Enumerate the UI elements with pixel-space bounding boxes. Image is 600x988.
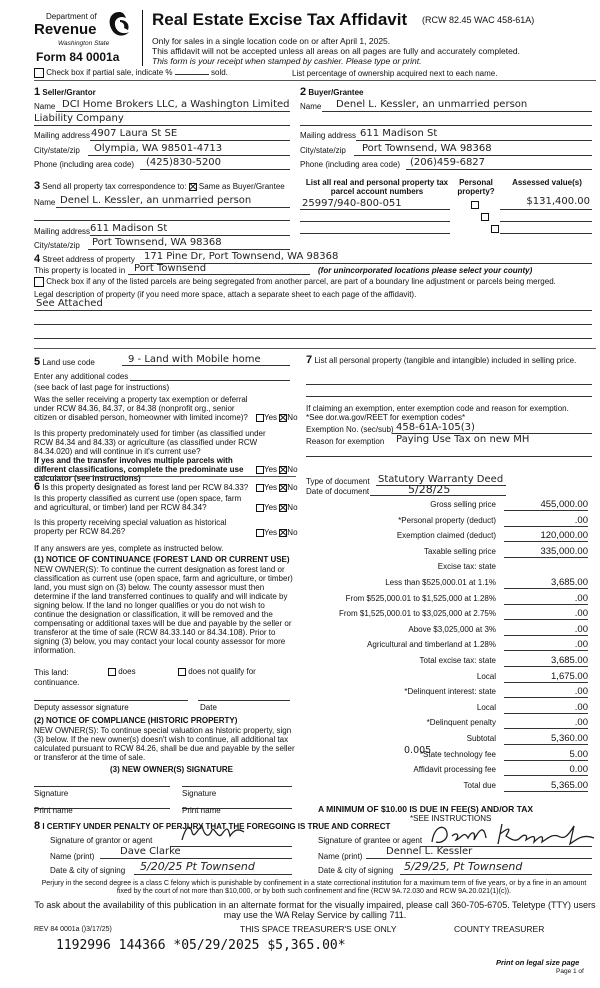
corr-city[interactable]: Port Townsend, WA 98368 [92, 237, 222, 248]
buyer-city[interactable]: Port Townsend, WA 98368 [362, 143, 492, 154]
same-as-buyer-label: Same as Buyer/Grantee [198, 182, 285, 191]
notice-continuance-title: (1) NOTICE OF CONTINUANCE (FOREST LAND OR CURRENT USE) [34, 555, 290, 564]
form-title: Real Estate Excise Tax Affidavit [152, 10, 408, 29]
continuance-label: continuance. [34, 678, 80, 687]
page-number: Page 1 of [556, 968, 584, 975]
q-current-use: Is this property classified as current use (open space, farm and agricultural, or timber) land per RCW 84.34? [34, 494, 242, 512]
tax-row [306, 765, 596, 776]
tax-row [306, 640, 596, 651]
this-land-label: This land: [34, 668, 69, 677]
buyer-phone[interactable]: (206)459-6827 [410, 157, 486, 168]
tax-row-value[interactable]: 455,000.00 [504, 499, 588, 511]
grantor-date-label: Date & city of signing [50, 866, 126, 875]
seller-phone-label: Phone (including area code) [34, 160, 135, 169]
header-note-2: This affidavit will not be accepted unless all areas on all pages are fully and accurately completed. [152, 46, 520, 56]
header-note-1: Only for sales in a single location code on or after April 1, 2025. [152, 36, 391, 46]
doc-type-label: Type of document [306, 477, 370, 486]
tax-row-value[interactable]: 5,365.00 [504, 780, 588, 792]
q-exemption-deferral: Was the seller receiving a property tax exemption or deferral under RCW 84.36, 84.37, or 84.38 (nonprofit org., senior citizen or disabled person, homeowner with limited income)? [34, 395, 248, 422]
tax-row-label: Local [476, 671, 496, 681]
legal-label: Legal description of property (if you need more space, attach a separate sheet to each page of the affidavit). [34, 290, 417, 299]
tax-row [306, 625, 596, 636]
partial-sale-sold: sold. [211, 68, 228, 78]
deputy-sig-label: Deputy assessor signature [34, 703, 129, 712]
continuance-does: does [108, 667, 136, 676]
personal-property-checkbox-1[interactable] [471, 201, 479, 209]
additional-codes-label: Enter any additional codes [34, 372, 129, 381]
partial-sale-row [34, 68, 228, 78]
alt-format-notice: To ask about the availability of this publication in an alternate format for the visually impaired, please call 360-705-6705. Teletype (TTY) users may use the WA Relay Service by calling 711. [34, 900, 596, 920]
grantee-date-label: Date & city of signing [318, 866, 394, 875]
corr-name-label: Name [34, 198, 56, 207]
tax-row-label: From $1,525,000.01 to $3,025,000 at 2.75% [338, 609, 496, 619]
q-forest-row: 6 Is this property designated as forest land per RCW 84.33? [34, 481, 249, 493]
parcels-col-header-3: Assessed value(s) [512, 178, 582, 187]
tax-row-label: Gross selling price [430, 500, 496, 509]
q-historic: Is this property receiving special valuation as historical property per RCW 84.26? [34, 518, 227, 536]
tax-row [306, 594, 596, 605]
parcels-col-header-1: List all real and personal property tax parcel account numbers [305, 178, 449, 196]
dor-dept-line2: Revenue [34, 21, 97, 38]
additional-codes-note: (see back of last page for instructions) [34, 383, 170, 392]
doc-type[interactable]: Statutory Warranty Deed [378, 474, 504, 485]
buyer-phone-label: Phone (including area code) [300, 160, 401, 169]
new-owner-print-2-label: Print name [182, 806, 221, 815]
minimum-note: A MINIMUM OF $10.00 IS DUE IN FEE(S) AND/OR TAX [318, 804, 534, 814]
exemption-reason[interactable]: Paying Use Tax on new MH [396, 434, 530, 445]
tax-row-label: Excise tax: state [437, 562, 496, 572]
tax-row-label: Exemption claimed (deduct) [396, 531, 496, 541]
same-as-buyer-checkbox[interactable] [189, 183, 197, 191]
tax-row-label: Affidavit processing fee [413, 765, 496, 775]
land-use-code[interactable]: 9 - Land with Mobile home [128, 354, 261, 365]
q-current-no-checkbox[interactable] [279, 504, 287, 512]
segregated-checkbox[interactable] [34, 277, 44, 287]
tax-row-label: From $525,000.01 to $1,525,000 at 1.28% [345, 593, 496, 603]
tax-row [306, 750, 596, 761]
tax-row [306, 531, 596, 542]
form-title-ref: (RCW 82.45 WAC 458-61A) [422, 15, 535, 25]
doc-date[interactable]: 5/28/25 [408, 483, 451, 496]
grantor-signature[interactable] [178, 820, 248, 846]
county-treasurer: COUNTY TREASURER [454, 924, 545, 934]
ownership-note: List percentage of ownership acquired next to each name. [292, 69, 498, 78]
q-timber-bold: If yes and the transfer involves multiple parcels with different classifications, complete the predominate use calculator (see instructions) [34, 456, 244, 483]
legal-description[interactable]: See Attached [36, 298, 103, 309]
tax-row [306, 609, 596, 620]
tax-row-label: Subtotal [466, 734, 496, 743]
q-historic-no-checkbox[interactable] [279, 529, 287, 537]
print-note: Print on legal size page [496, 958, 580, 967]
tax-row-label: *Delinquent interest: state [404, 687, 496, 697]
grantee-date[interactable]: 5/29/25, Pt Townsend [404, 860, 523, 873]
exemption-reason-label: Reason for exemption [306, 437, 385, 446]
q-forest-no-checkbox[interactable] [279, 484, 287, 492]
tax-row-label: Above $3,025,000 at 3% [408, 624, 496, 634]
seller-mailing-label: Mailing address [34, 131, 91, 140]
land-use-row: 5 Land use code [34, 356, 95, 368]
tax-row-value[interactable]: .00 [504, 624, 588, 636]
notice-compliance-text: NEW OWNER(S): To continue special valuation as historic property, sign (3) below. If the new owner(s) doesn't wish to continue, all additional tax calculated pursuant to RCW 84.26, shall be due and payable by the seller or transferor at the time of sale. [34, 726, 295, 762]
q-timber-yes-checkbox[interactable] [256, 466, 264, 474]
header-note-3: This form is your receipt when stamped by cashier. Please type or print. [152, 56, 422, 66]
q-timber-answer: Yes No [256, 465, 298, 474]
tax-row-value[interactable]: 3,685.00 [504, 655, 588, 667]
personal-property-label: 7 List all personal property (tangible and intangible) included in selling price. [306, 354, 577, 366]
grantor-date[interactable]: 5/20/25 Pt Townsend [140, 860, 255, 873]
tax-row-value[interactable]: .00 [504, 639, 588, 651]
exemption-intro: If claiming an exemption, enter exemption code and reason for exemption. *See dor.wa.gov/REET for exemption codes* [306, 404, 569, 422]
grantee-name-label: Name (print) [318, 852, 363, 861]
grantee-signature[interactable] [428, 820, 598, 848]
tax-row-value[interactable]: 0.00 [504, 764, 588, 776]
tax-row-value[interactable]: 3,685.00 [504, 577, 588, 589]
corr-name[interactable]: Denel L. Kessler, an unmarried person [60, 195, 252, 206]
seller-mailing[interactable]: 4907 Laura St SE [91, 128, 178, 139]
cashier-stamp: 1192996 144366 *05/29/2025 $5,365.00* [56, 938, 346, 953]
q-exemption-yes-checkbox[interactable] [256, 414, 264, 422]
buyer-city-label: City/state/zip [300, 146, 346, 155]
grantor-sig-label: Signature of grantor or agent [50, 836, 153, 845]
buyer-name[interactable]: Denel L. Kessler, an unmarried person [336, 99, 528, 110]
buyer-heading: 2 Buyer/Grantee [300, 86, 364, 98]
tax-row-label: *State technology fee [419, 749, 496, 759]
tax-row [306, 578, 596, 589]
grantee-name[interactable]: Dennel L. Kessler [386, 846, 473, 857]
personal-property-checkbox-3[interactable] [491, 225, 499, 233]
notice-compliance-title: (2) NOTICE OF COMPLIANCE (HISTORIC PROPERTY) [34, 716, 238, 725]
located-label: This property is located in [34, 266, 126, 275]
tax-row-label: Local [476, 702, 496, 712]
tax-row-value[interactable]: 120,000.00 [504, 530, 588, 542]
tax-row-value[interactable]: 1,675.00 [504, 671, 588, 683]
q-current-answer: Yes No [256, 503, 298, 512]
new-owner-sig-title: (3) NEW OWNER(S) SIGNATURE [110, 765, 233, 774]
tax-row-label: Total excise tax: state [419, 656, 496, 665]
seller-name-line1[interactable]: DCI Home Brokers LLC, a Washington Limited [62, 99, 290, 110]
grantor-name[interactable]: Dave Clarke [120, 846, 181, 857]
dor-swirl-icon [106, 10, 132, 40]
perjury-notice: Perjury in the second degree is a class C felony which is punishable by confinement in a state correctional institution for a maximum term of five years, or by a fine in an amount fixed by the court of not more than $10,000, or by both such confinement and fine (RCW 9A.72.030 and RCW 9A.20.021(1)(c)). [41, 880, 587, 895]
doc-date-label: Date of document [306, 487, 370, 496]
tax-row-value[interactable]: .00 [504, 717, 588, 729]
tax-row-label: *Delinquent penalty [426, 718, 496, 728]
grantee-sig-label: Signature of grantee or agent [318, 836, 423, 845]
tax-row-value[interactable]: .00 [504, 702, 588, 714]
seller-city[interactable]: Olympia, WA 98501-4713 [94, 143, 223, 154]
deputy-date-label: Date [200, 703, 217, 712]
tax-row [306, 562, 596, 573]
tax-row-value[interactable]: .00 [504, 608, 588, 620]
rev-number: REV 84 0001a ()3/17/25) [34, 926, 112, 933]
does-not-qualify-checkbox[interactable] [178, 668, 186, 676]
q-exemption-answer: Yes No [256, 413, 298, 422]
segregated-label: Check box if any of the listed parcels are being segregated from another parcel, are part of a boundary line adjustment or parcels being merged. [46, 277, 556, 287]
certify-heading: 8 I CERTIFY UNDER PENALTY OF PERJURY THAT THE FOREGOING IS TRUE AND CORRECT [34, 820, 391, 832]
tax-row-label: Total due [463, 780, 496, 790]
assessed-value-1[interactable]: $131,400.00 [526, 196, 590, 207]
new-owner-print-1-label: Print name [34, 806, 73, 815]
tax-row [306, 516, 596, 527]
tax-row-value[interactable]: .00 [504, 515, 588, 527]
see-instructions: *SEE INSTRUCTIONS [410, 814, 492, 823]
tax-row [306, 672, 596, 683]
tax-row-value[interactable]: 335,000.00 [504, 546, 588, 558]
buyer-mailing[interactable]: 611 Madison St [360, 128, 438, 139]
tax-row-label: Less than $525,000.01 at 1.1% [385, 578, 496, 587]
tax-row-value[interactable]: .00 [504, 593, 588, 605]
does-qualify-checkbox[interactable] [108, 668, 116, 676]
tax-row [306, 500, 596, 511]
correspondence-heading: 3 Send all property tax correspondence to: Same as Buyer/Grantee [34, 180, 285, 192]
q-exemption-no-checkbox[interactable] [279, 414, 287, 422]
parcels-col-header-2: Personal property? [457, 178, 495, 196]
local-rate: 0.005 [404, 745, 432, 756]
partial-sale-checkbox[interactable] [34, 68, 44, 78]
q-forest-answer: Yes No [256, 483, 298, 492]
q-current-yes-checkbox[interactable] [256, 504, 264, 512]
buyer-name-label: Name [300, 102, 322, 111]
parcel-number-1[interactable]: 25997/940-800-051 [302, 198, 402, 209]
exemption-no[interactable]: 458-61A-105(3) [396, 422, 475, 433]
new-owner-sig-1-label: Signature [34, 789, 69, 798]
new-owner-sig-2-label: Signature [182, 789, 217, 798]
tax-row-label: Taxable selling price [423, 546, 496, 556]
dor-dept-line3: Washington State [58, 40, 110, 47]
seller-name-label: Name [34, 102, 56, 111]
q-historic-answer: Yes No [256, 528, 298, 537]
exemption-no-label: Exemption No. (sec/sub) [306, 425, 394, 434]
tax-row-value[interactable]: 5,360.00 [504, 733, 588, 745]
personal-property-checkbox-2[interactable] [481, 213, 489, 221]
tax-row [306, 703, 596, 714]
seller-heading: 1 Seller/Grantor [34, 86, 96, 98]
street-address[interactable]: 171 Pine Dr, Port Townsend, WA 98368 [144, 251, 339, 262]
notice-continuance-text: NEW OWNER(S): To continue the current designation as forest land or classification as current use (open space, farm and agriculture, or timber) land, you must sign on (3) below. The county assessor must then determine if the land transferred continues to qualify and will indicate by signing below. If the land no longer qualifies or you do not wish to continue the designation or classification, it will be removed and the compensating or additional taxes will be due and payable by the seller or transferor at the time of sale (RCW 84.33.140 or 84.34.108). Prior to signing (3) below, you may contact your local county assessor for more information. [34, 565, 293, 655]
form-number: Form 84 0001a [36, 50, 120, 64]
located-note: (for unincorporated locations please select your county) [318, 266, 533, 275]
tax-row [306, 781, 596, 792]
street-row: 4 Street address of property [34, 253, 135, 265]
header-divider [142, 10, 143, 66]
q-timber-no-checkbox[interactable] [279, 466, 287, 474]
tax-row [306, 656, 596, 667]
segregated-row [34, 277, 556, 287]
grantor-name-label: Name (print) [50, 852, 95, 861]
tax-row [306, 718, 596, 729]
seller-name-line2[interactable]: Liability Company [34, 113, 124, 124]
corr-mailing-label: Mailing address [34, 227, 91, 236]
tax-row-value[interactable]: 5.00 [504, 749, 588, 761]
tax-row-label: Agricultural and timberland at 1.28% [367, 640, 496, 650]
continuance-does-not: does not qualify for [178, 667, 256, 676]
if-yes-note: If any answers are yes, complete as instructed below. [34, 544, 224, 553]
buyer-mailing-label: Mailing address [300, 131, 357, 140]
partial-sale-label: Check box if partial sale, indicate % [46, 68, 173, 78]
tax-row [306, 734, 596, 745]
corr-city-label: City/state/zip [34, 241, 80, 250]
q-timber: Is this property predominately used for timber (as classified under RCW 84.34 and 84.33) or agriculture (as classified under RCW 84.34.020) and will continue in it's current use? [34, 429, 266, 456]
tax-row-value[interactable]: .00 [504, 686, 588, 698]
tax-row [306, 547, 596, 558]
treasurer-use: THIS SPACE TREASURER'S USE ONLY [240, 924, 397, 934]
dor-dept-line1: Department of [46, 12, 97, 21]
q-historic-yes-checkbox[interactable] [256, 529, 264, 537]
seller-city-label: City/state/zip [34, 146, 80, 155]
tax-row-label: *Personal property (deduct) [398, 515, 496, 525]
located-value[interactable]: Port Townsend [134, 263, 207, 274]
tax-row [306, 687, 596, 698]
seller-phone[interactable]: (425)830-5200 [146, 157, 222, 168]
corr-mailing[interactable]: 611 Madison St [90, 223, 168, 234]
q-forest-yes-checkbox[interactable] [256, 484, 264, 492]
